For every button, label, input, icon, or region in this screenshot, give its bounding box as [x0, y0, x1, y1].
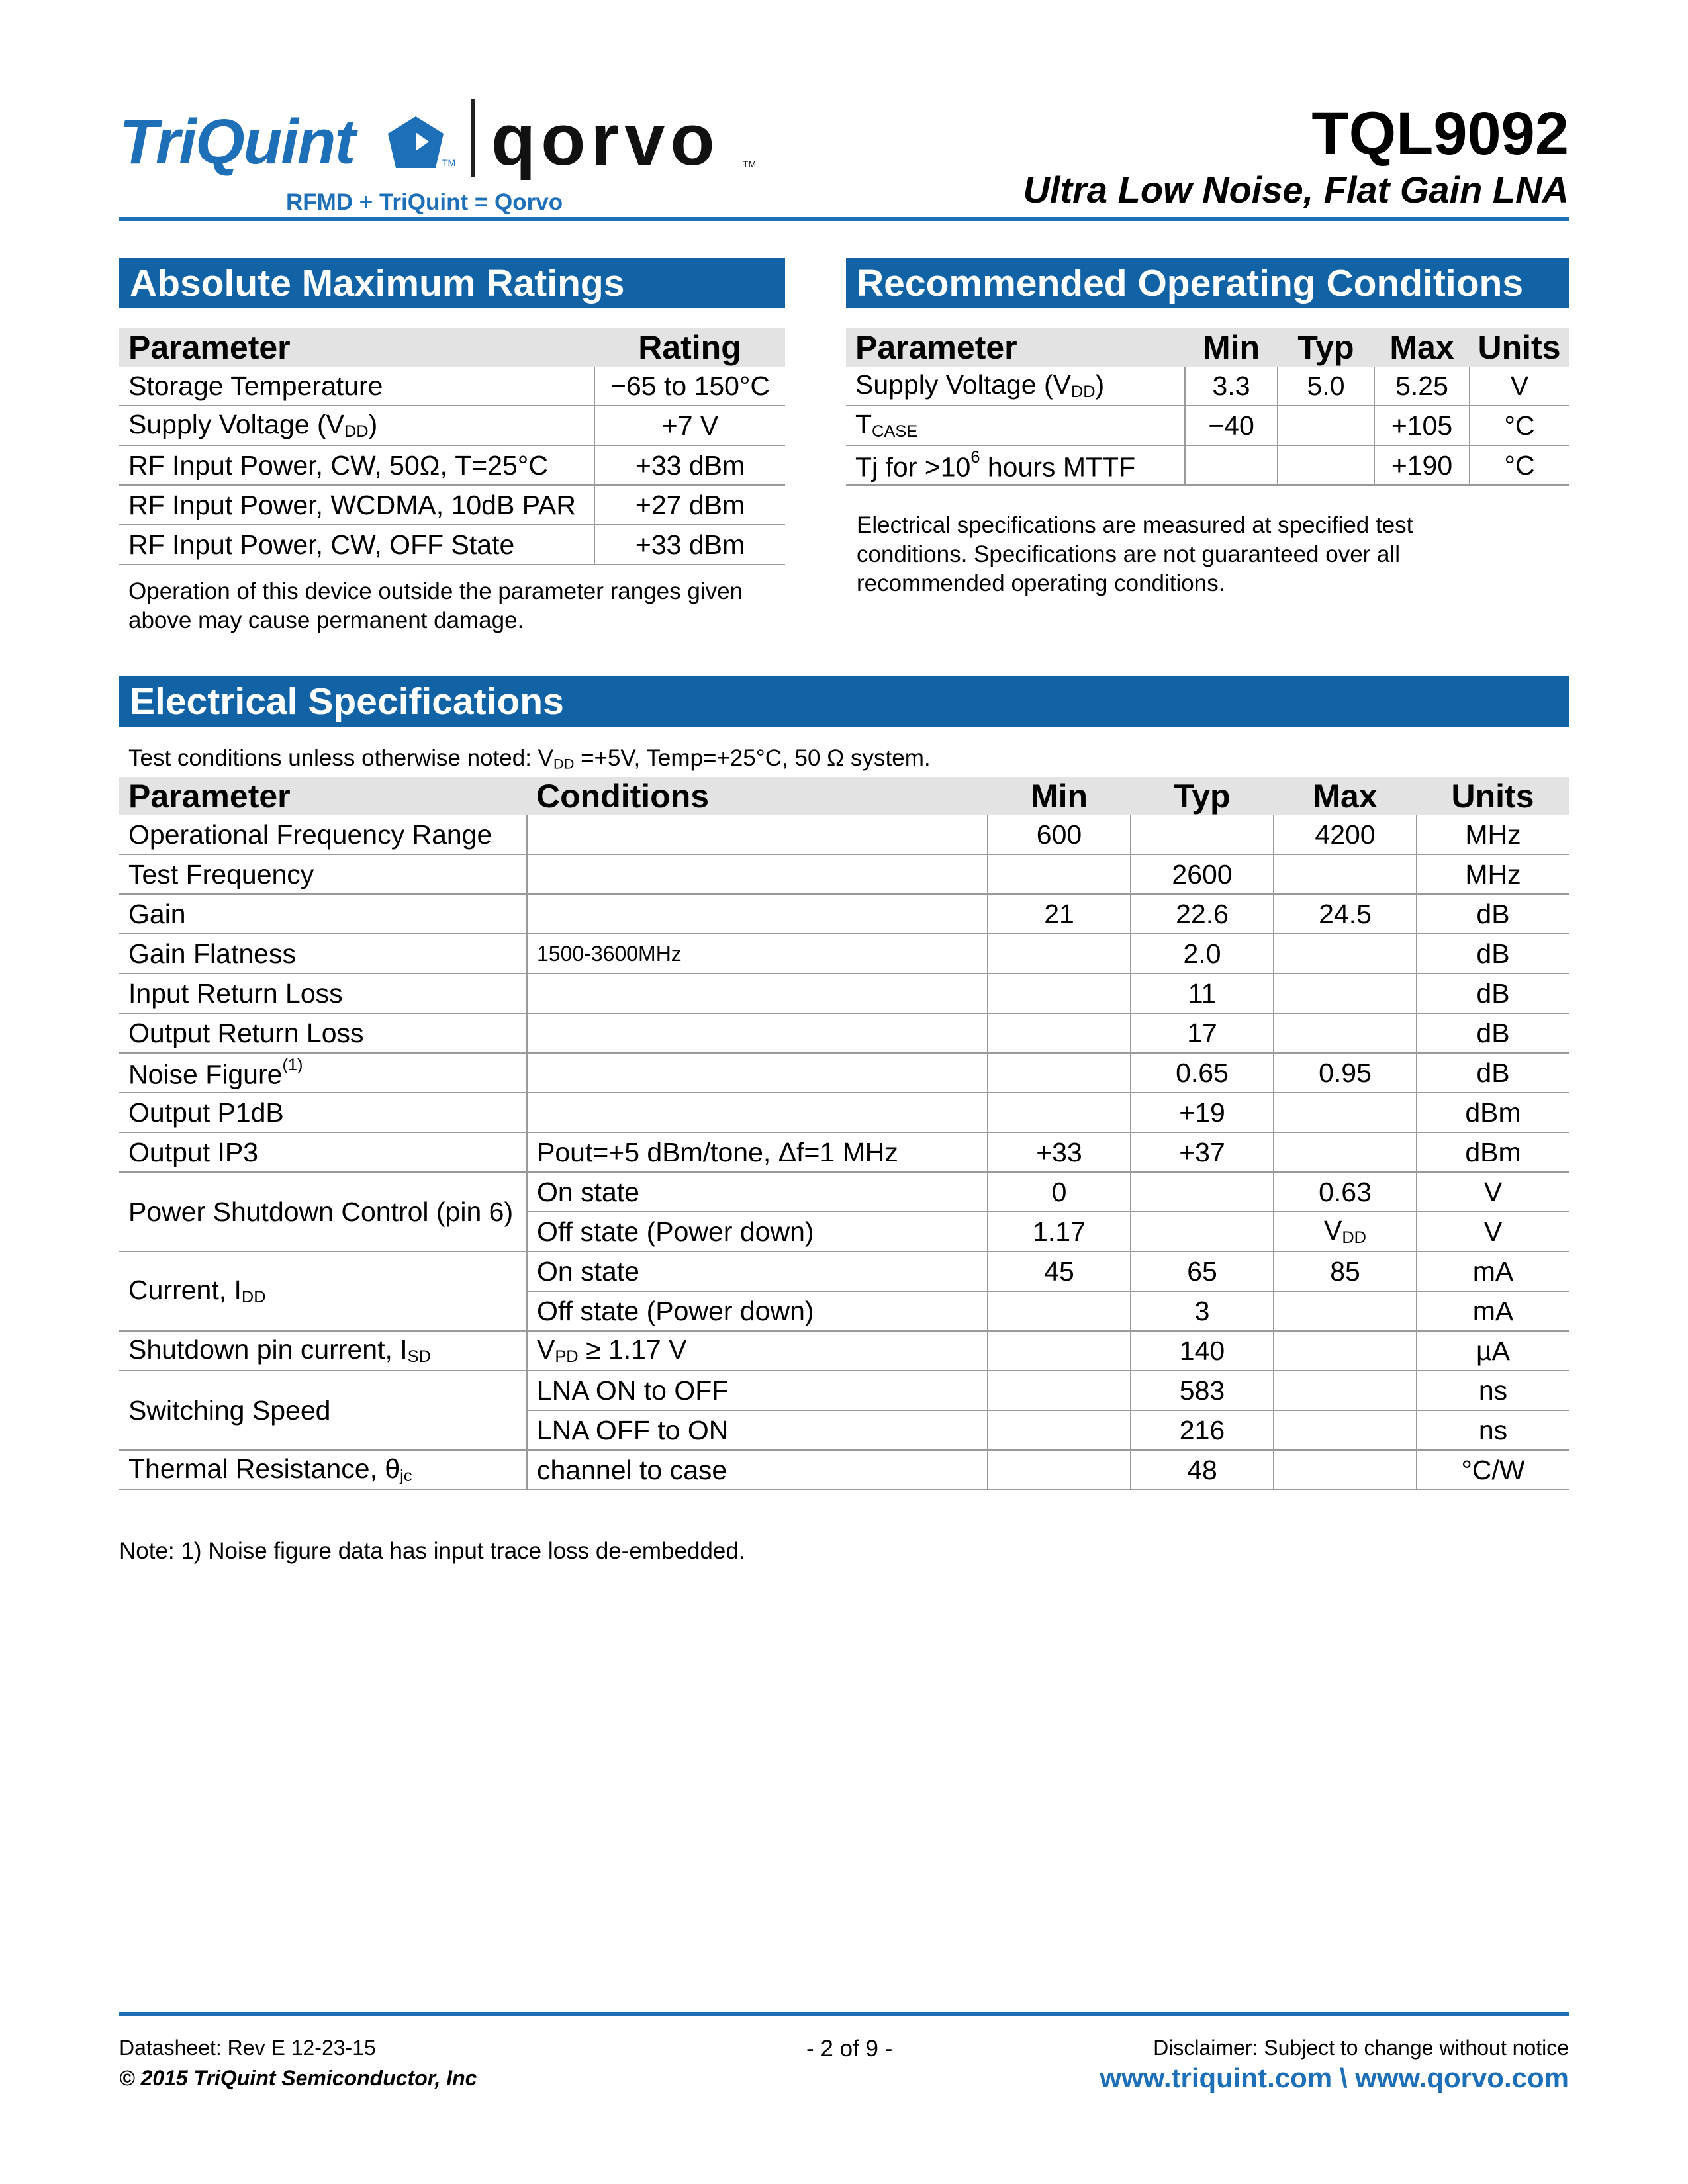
- es-min: [988, 1450, 1131, 1490]
- amr-note: Operation of this device outside the parameter ranges given above may cause permanent damage.: [128, 578, 743, 633]
- roc-table: [846, 328, 1569, 486]
- table-row: [119, 894, 1569, 934]
- es-min: +33: [988, 1132, 1131, 1172]
- es-units: V: [1417, 1212, 1569, 1251]
- es-typ: 0.65: [1131, 1053, 1274, 1093]
- table-row: [119, 485, 785, 525]
- es-typ: +19: [1131, 1093, 1274, 1132]
- table-row: [119, 854, 1569, 894]
- es-cond: $V_{PD} \ge 1.17$ V: [527, 1331, 988, 1371]
- es-units: ns: [1417, 1371, 1569, 1410]
- es-min: [988, 1410, 1131, 1450]
- footer-page-number: - 2 of 9 -: [806, 2036, 893, 2062]
- es-header-row: [119, 777, 1569, 815]
- table-row: [119, 1013, 1569, 1053]
- amr-rating: +33 dBm: [594, 525, 785, 565]
- es-cond: [527, 974, 988, 1013]
- amr-param: RF Input Power, CW, OFF State: [119, 525, 594, 565]
- table-row: [119, 934, 1569, 974]
- es-max: [1274, 1291, 1417, 1331]
- es-cond: 1500-3600MHz: [527, 934, 988, 974]
- es-typ: 17: [1131, 1013, 1274, 1053]
- amr-param: Storage Temperature: [119, 367, 594, 406]
- amr-rating: +27 dBm: [594, 485, 785, 525]
- roc-param: $T_{CASE}$: [846, 406, 1185, 445]
- es-min: [988, 934, 1131, 974]
- roc-min: 3.3: [1185, 367, 1278, 406]
- footer-rule: [119, 2012, 1569, 2016]
- es-param: Operational Frequency Range: [119, 815, 527, 854]
- es-param: Noise Figure$^{(1)}$: [119, 1053, 527, 1093]
- es-test-conditions: Test conditions unless otherwise noted: $V_{DD} =+5V$, Temp=+25°C, 50 Ω system.: [128, 745, 931, 772]
- table-row: [119, 1053, 1569, 1093]
- es-units: dB: [1417, 894, 1569, 934]
- es-min: [988, 974, 1131, 1013]
- es-min: [988, 1371, 1131, 1410]
- es-min: 600: [988, 815, 1131, 854]
- es-units: MHz: [1417, 815, 1569, 854]
- es-cond: channel to case: [527, 1450, 988, 1490]
- footer-copyright: © 2015 TriQuint Semiconductor, Inc: [119, 2066, 477, 2090]
- roc-max: +105: [1374, 406, 1470, 445]
- es-param: Output P1dB: [119, 1093, 527, 1132]
- es-units: dBm: [1417, 1132, 1569, 1172]
- es-min: [988, 854, 1131, 894]
- es-max: [1274, 1331, 1417, 1371]
- table-row: [119, 1251, 1569, 1291]
- footer-urls[interactable]: www.triquint.com \ www.qorvo.com: [1100, 2062, 1569, 2093]
- table-row: [119, 1172, 1569, 1212]
- es-cond: LNA OFF to ON: [527, 1410, 988, 1450]
- es-param: Output IP3: [119, 1132, 527, 1172]
- es-typ: 216: [1131, 1410, 1274, 1450]
- es-cond: Pout=+5 dBm/tone, Δf=1 MHz: [527, 1132, 988, 1172]
- es-param: Switching Speed: [119, 1371, 527, 1450]
- es-min: 0: [988, 1172, 1131, 1212]
- es-units: dB: [1417, 974, 1569, 1013]
- es-min: 1.17: [988, 1212, 1131, 1251]
- es-section-title: Electrical Specifications: [119, 676, 1569, 727]
- es-cond: LNA ON to OFF: [527, 1371, 988, 1410]
- es-units: V: [1417, 1172, 1569, 1212]
- es-cond: [527, 1013, 988, 1053]
- es-max: [1274, 1093, 1417, 1132]
- es-param: Gain: [119, 894, 527, 934]
- triquint-trademark: TM: [442, 158, 456, 168]
- table-row: [119, 1450, 1569, 1490]
- es-typ: 140: [1131, 1331, 1274, 1371]
- amr-rating: +33 dBm: [594, 445, 785, 485]
- es-min: [988, 1013, 1131, 1053]
- amr-col-parameter: Parameter: [119, 328, 594, 367]
- es-units: mA: [1417, 1251, 1569, 1291]
- table-row: [119, 815, 1569, 854]
- amr-rating: +7 V: [594, 406, 785, 445]
- roc-min: −40: [1185, 406, 1278, 445]
- table-row: [119, 974, 1569, 1013]
- roc-col-min: Min: [1185, 328, 1278, 367]
- table-row: [846, 367, 1569, 406]
- es-cond: [527, 1053, 988, 1093]
- es-typ: [1131, 815, 1274, 854]
- es-min: [988, 1331, 1131, 1371]
- es-col-max: Max: [1274, 777, 1417, 815]
- roc-col-units: Units: [1470, 328, 1569, 367]
- brand-tagline: RFMD + TriQuint = Qorvo: [286, 189, 563, 215]
- triquint-logo-text: TriQuint: [119, 107, 355, 177]
- es-cond: [527, 815, 988, 854]
- roc-note: Electrical specifications are measured at specified test conditions. Specifications are not guaranteed over all recommended operating conditions.: [857, 512, 1413, 596]
- amr-param: Supply Voltage $(V_{DD})$: [119, 406, 594, 445]
- es-typ: 65: [1131, 1251, 1274, 1291]
- part-number: TQL9092: [1311, 100, 1569, 167]
- table-row: [119, 525, 785, 565]
- product-subtitle: Ultra Low Noise, Flat Gain LNA: [1023, 169, 1569, 210]
- roc-units: °C: [1470, 406, 1569, 445]
- roc-param: Tj for $>10^6$ hours MTTF: [846, 445, 1185, 485]
- amr-col-rating: Rating: [594, 328, 785, 367]
- es-cond: On state: [527, 1172, 988, 1212]
- es-max: [1274, 1450, 1417, 1490]
- es-max: [1274, 974, 1417, 1013]
- es-max: [1274, 1013, 1417, 1053]
- roc-units: °C: [1470, 445, 1569, 485]
- es-col-parameter: Parameter: [119, 777, 527, 815]
- es-param: Input Return Loss: [119, 974, 527, 1013]
- header-rule: [119, 217, 1569, 221]
- es-units: dB: [1417, 1013, 1569, 1053]
- es-max: $V_{DD}$: [1274, 1212, 1417, 1251]
- es-cond: Off state (Power down): [527, 1291, 988, 1331]
- roc-min: [1185, 445, 1278, 485]
- es-typ: 11: [1131, 974, 1274, 1013]
- es-units: dB: [1417, 1053, 1569, 1093]
- table-row: [119, 367, 785, 406]
- logo-divider: [471, 99, 475, 177]
- es-max: 0.95: [1274, 1053, 1417, 1093]
- es-units: µA: [1417, 1331, 1569, 1371]
- amr-param: RF Input Power, CW, 50Ω, T=25°C: [119, 445, 594, 485]
- es-param: Test Frequency: [119, 854, 527, 894]
- roc-max: +190: [1374, 445, 1470, 485]
- es-units: dB: [1417, 934, 1569, 974]
- es-typ: +37: [1131, 1132, 1274, 1172]
- table-row: [846, 406, 1569, 445]
- es-param: Thermal Resistance, $\theta_{jc}$: [119, 1450, 527, 1490]
- amr-header-row: [119, 328, 785, 367]
- roc-typ: 5.0: [1278, 367, 1374, 406]
- table-row: [119, 1371, 1569, 1410]
- table-row: [119, 1132, 1569, 1172]
- es-min: [988, 1053, 1131, 1093]
- es-param: Shutdown pin current, $I_{SD}$: [119, 1331, 527, 1371]
- es-min: 45: [988, 1251, 1131, 1291]
- roc-units: V: [1470, 367, 1569, 406]
- es-col-conditions: Conditions: [527, 777, 988, 815]
- es-col-units: Units: [1417, 777, 1569, 815]
- es-cond: [527, 1093, 988, 1132]
- es-max: [1274, 1371, 1417, 1410]
- roc-header-row: [846, 328, 1569, 367]
- es-max: [1274, 854, 1417, 894]
- table-row: [119, 1331, 1569, 1371]
- qorvo-trademark: TM: [743, 159, 757, 169]
- roc-col-parameter: Parameter: [846, 328, 1185, 367]
- es-max: [1274, 934, 1417, 974]
- es-max: 4200: [1274, 815, 1417, 854]
- es-col-typ: Typ: [1131, 777, 1274, 815]
- es-typ: 3: [1131, 1291, 1274, 1331]
- es-typ: 2600: [1131, 854, 1274, 894]
- es-param: Power Shutdown Control (pin 6): [119, 1172, 527, 1251]
- roc-typ: [1278, 445, 1374, 485]
- table-row: [119, 445, 785, 485]
- es-min: [988, 1093, 1131, 1132]
- table-row: [119, 1093, 1569, 1132]
- es-min: [988, 1291, 1131, 1331]
- es-param: Gain Flatness: [119, 934, 527, 974]
- es-typ: [1131, 1172, 1274, 1212]
- roc-param: Supply Voltage $(V_{DD})$: [846, 367, 1185, 406]
- es-typ: 2.0: [1131, 934, 1274, 974]
- roc-col-typ: Typ: [1278, 328, 1374, 367]
- roc-typ: [1278, 406, 1374, 445]
- qorvo-logo-text: qorvo: [491, 99, 720, 181]
- es-units: °C/W: [1417, 1450, 1569, 1490]
- roc-col-max: Max: [1374, 328, 1470, 367]
- es-param: Current, $I_{DD}$: [119, 1251, 527, 1331]
- es-min: 21: [988, 894, 1131, 934]
- amr-rating: −65 to 150°C: [594, 367, 785, 406]
- footer-disclaimer: Disclaimer: Subject to change without notice: [1153, 2036, 1569, 2060]
- es-max: 0.63: [1274, 1172, 1417, 1212]
- amr-param: RF Input Power, WCDMA, 10dB PAR: [119, 485, 594, 525]
- es-max: [1274, 1132, 1417, 1172]
- es-cond: [527, 854, 988, 894]
- es-cond: Off state (Power down): [527, 1212, 988, 1251]
- es-units: mA: [1417, 1291, 1569, 1331]
- es-param: Output Return Loss: [119, 1013, 527, 1053]
- es-typ: [1131, 1212, 1274, 1251]
- amr-table: [119, 328, 785, 565]
- es-typ: 48: [1131, 1450, 1274, 1490]
- amr-section-title: Absolute Maximum Ratings: [119, 258, 785, 308]
- es-table: [119, 777, 1569, 1490]
- es-max: 24.5: [1274, 894, 1417, 934]
- es-typ: 583: [1131, 1371, 1274, 1410]
- es-typ: 22.6: [1131, 894, 1274, 934]
- es-max: [1274, 1410, 1417, 1450]
- es-units: dBm: [1417, 1093, 1569, 1132]
- roc-section-title: Recommended Operating Conditions: [846, 258, 1569, 308]
- table-row: [119, 406, 785, 445]
- es-max: 85: [1274, 1251, 1417, 1291]
- es-cond: On state: [527, 1251, 988, 1291]
- es-col-min: Min: [988, 777, 1131, 815]
- triquint-pentagon-icon: [385, 114, 446, 171]
- roc-max: 5.25: [1374, 367, 1470, 406]
- es-units: ns: [1417, 1410, 1569, 1450]
- es-cond: [527, 894, 988, 934]
- es-footnote: Note: 1) Noise figure data has input trace loss de-embedded.: [119, 1538, 745, 1564]
- table-row: [846, 445, 1569, 485]
- footer-datasheet-rev: Datasheet: Rev E 12-23-15: [119, 2036, 376, 2060]
- es-units: MHz: [1417, 854, 1569, 894]
